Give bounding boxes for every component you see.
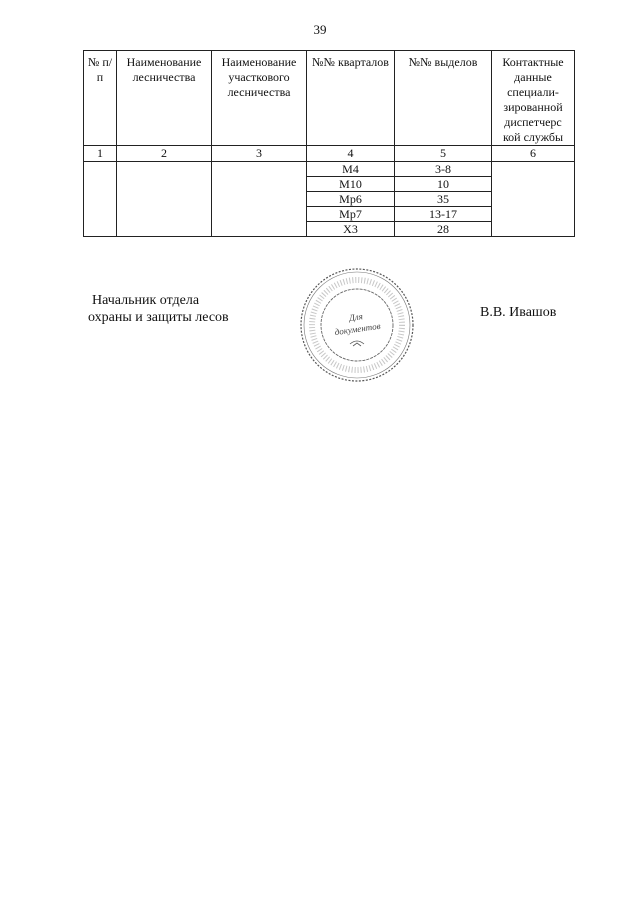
quarter-cell: М4 bbox=[307, 162, 395, 177]
empty-cell bbox=[84, 162, 117, 237]
header-allotments: №№ выделов bbox=[395, 51, 492, 146]
allotment-cell: 13-17 bbox=[395, 207, 492, 222]
table-header-row bbox=[84, 51, 575, 146]
empty-cell bbox=[212, 162, 307, 237]
allotment-cell: 35 bbox=[395, 192, 492, 207]
position-line-1: Начальник отдела bbox=[92, 293, 200, 308]
column-number: 1 bbox=[84, 146, 117, 162]
page-number: 39 bbox=[313, 22, 327, 37]
position-line-2: охраны и защиты лесов bbox=[88, 310, 229, 325]
allotment-cell: 28 bbox=[395, 222, 492, 237]
column-number: 6 bbox=[492, 146, 575, 162]
allotment-cell: 3-8 bbox=[395, 162, 492, 177]
quarter-cell: Мр6 bbox=[307, 192, 395, 207]
column-number: 5 bbox=[395, 146, 492, 162]
column-number: 4 bbox=[307, 146, 395, 162]
empty-cell bbox=[492, 162, 575, 237]
stamp-text-1: Для bbox=[348, 311, 364, 323]
quarter-cell: Мр7 bbox=[307, 207, 395, 222]
table-row bbox=[84, 162, 575, 177]
empty-cell bbox=[117, 162, 212, 237]
forestry-table bbox=[83, 50, 575, 237]
stamp-text-2: документов bbox=[334, 320, 382, 338]
column-number: 2 bbox=[117, 146, 212, 162]
header-quarters: №№ кварталов bbox=[307, 51, 395, 146]
header-forestry: Наименование лесничества bbox=[117, 51, 212, 146]
column-number: 3 bbox=[212, 146, 307, 162]
quarter-cell: Х3 bbox=[307, 222, 395, 237]
header-index: № п/п bbox=[84, 51, 117, 146]
header-district-forestry: Наименование участкового лесничества bbox=[212, 51, 307, 146]
quarter-cell: М10 bbox=[307, 177, 395, 192]
header-dispatch-contacts: Контактные данные специали-зированной диспетчерс кой службы bbox=[492, 51, 575, 146]
signatory-name: В.В. Ивашов bbox=[480, 305, 557, 320]
signature-position bbox=[88, 292, 229, 326]
official-seal-icon bbox=[298, 266, 416, 384]
allotment-cell: 10 bbox=[395, 177, 492, 192]
column-number-row bbox=[84, 146, 575, 162]
